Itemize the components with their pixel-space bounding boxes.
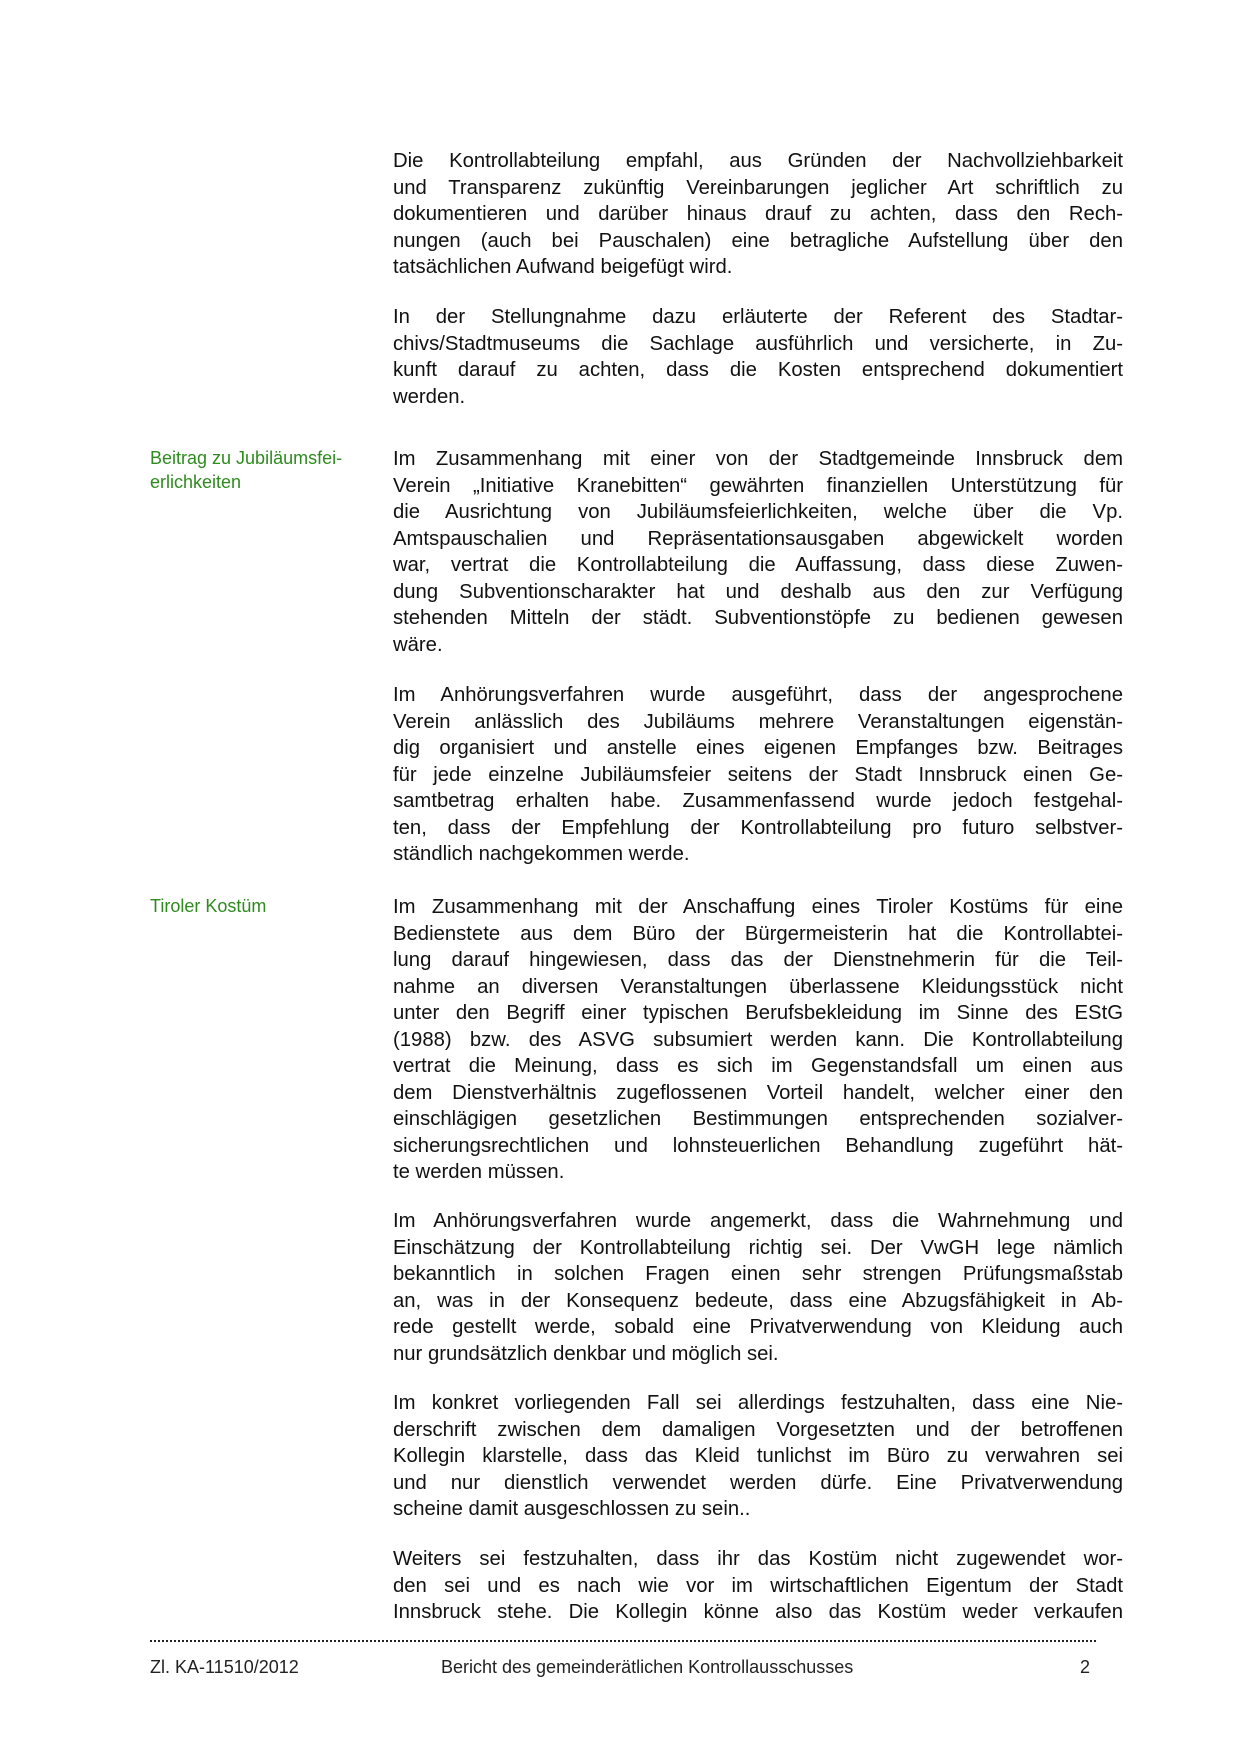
text-line: Im konkret vorliegenden Fall sei allerdings festzuhalten, dass eine Nie- — [393, 1392, 1123, 1414]
text-line: an, was in der Konsequenz bedeute, dass eine Abzugsfähigkeit in Ab- — [393, 1289, 1123, 1312]
text-line: Im Zusammenhang mit der Anschaffung eines Tiroler Kostüms für eine — [393, 896, 1123, 918]
text-line: und Transparenz zukünftig Vereinbarungen jeglicher Art schriftlich zu — [393, 176, 1123, 199]
text-line: den sei und es nach wie vor im wirtschaftlichen Eigentum der Stadt — [393, 1574, 1123, 1597]
text-line: dung Subventionscharakter hat und deshalb aus den zur Verfügung — [393, 580, 1123, 603]
text-line: lung darauf hingewiesen, dass das der Dienstnehmerin für die Teil- — [393, 949, 1123, 971]
text-line: stehenden Mitteln der städt. Subventionstöpfe zu bedienen gewesen — [393, 607, 1123, 629]
paragraph-7 — [393, 1390, 1123, 1523]
text-line: nungen (auch bei Pauschalen) eine betragliche Aufstellung über den — [393, 229, 1123, 252]
text-line: ten, dass der Empfehlung der Kontrollabteilung pro futuro selbstver- — [393, 816, 1123, 839]
text-line: Innsbruck stehe. Die Kollegin könne also das Kostüm weder verkaufen — [393, 1601, 1123, 1623]
footer-page-number: 2 — [1080, 1657, 1091, 1677]
text-line: Im Anhörungsverfahren wurde ausgeführt, dass der angesprochene — [393, 684, 1123, 706]
text-line: Im Zusammenhang mit einer von der Stadtgemeinde Innsbruck dem — [393, 448, 1123, 470]
text-line: Im Anhörungsverfahren wurde angemerkt, dass die Wahrnehmung und — [393, 1210, 1123, 1232]
text-line: dig organisiert und anstelle eines eigenen Empfanges bzw. Beitrages — [393, 737, 1123, 759]
text-line: Weiters sei festzuhalten, dass ihr das Kostüm nicht zugewendet wor- — [393, 1548, 1123, 1570]
text-line: Verein „Initiative Kranebitten“ gewährten finanziellen Unterstützung für — [393, 474, 1123, 497]
text-line: sicherungsrechtlichen und lohnsteuerlichen Behandlung zugeführt hät- — [393, 1134, 1123, 1157]
text-line: die Ausrichtung von Jubiläumsfeierlichkeiten, welche über die Vp. — [393, 501, 1123, 523]
text-line: tatsächlichen Aufwand beigefügt wird. — [393, 256, 733, 278]
text-line: unter den Begriff einer typischen Berufsbekleidung im Sinne des EStG — [393, 1002, 1123, 1024]
text-line: scheine damit ausgeschlossen zu sein.. — [393, 1498, 751, 1520]
text-line: Einschätzung der Kontrollabteilung richtig sei. Der VwGH lege nämlich — [393, 1236, 1123, 1259]
text-line: einschlägigen gesetzlichen Bestimmungen entsprechenden sozialver- — [393, 1108, 1123, 1130]
text-line: bekanntlich in solchen Fragen einen sehr strengen Prüfungsmaßstab — [393, 1263, 1123, 1285]
paragraph-4 — [393, 682, 1123, 868]
paragraph-1 — [393, 148, 1123, 281]
text-line: Amtspauschalien und Repräsentationsausgaben abgewickelt worden — [393, 527, 1123, 550]
margin-note-line: Tiroler Kostüm — [150, 896, 267, 916]
footer-dotted-rule — [150, 1632, 1096, 1642]
text-line: samtbetrag erhalten habe. Zusammenfassend wurde jedoch festgehal- — [393, 790, 1123, 812]
text-line: ständlich nachgekommen werde. — [393, 843, 690, 865]
text-line: Die Kontrollabteilung empfahl, aus Gründen der Nachvollziehbarkeit — [393, 150, 1123, 172]
text-line: In der Stellungnahme dazu erläuterte der Referent des Stadtar- — [393, 306, 1123, 328]
text-line: Kollegin klarstelle, dass das Kleid tunlichst im Büro zu verwahren sei — [393, 1445, 1123, 1467]
paragraph-6 — [393, 1208, 1123, 1367]
text-line: werden. — [393, 385, 466, 408]
text-line: chivs/Stadtmuseums die Sachlage ausführlich und versicherte, in Zu- — [393, 332, 1123, 355]
paragraph-5 — [393, 894, 1123, 1186]
text-line: nahme an diversen Veranstaltungen überlassene Kleidungsstück nicht — [393, 975, 1123, 998]
text-line: wäre. — [393, 633, 443, 656]
margin-note-line: erlichkeiten — [150, 472, 242, 492]
text-line: dem Dienstverhältnis zugeflossenen Vorteil handelt, welcher einer den — [393, 1081, 1123, 1104]
margin-note-line: Beitrag zu Jubiläumsfei- — [150, 448, 343, 468]
footer-reference: Zl. KA-11510/2012 — [150, 1657, 299, 1677]
paragraph-3 — [393, 446, 1123, 658]
text-line: vertrat die Meinung, dass es sich im Gegenstandsfall um einen aus — [393, 1055, 1123, 1077]
text-line: und nur dienstlich verwendet werden dürfe. Eine Privatverwendung — [393, 1471, 1123, 1494]
margin-note-jubilaeum — [150, 446, 380, 494]
paragraph-2 — [393, 304, 1123, 410]
text-line: für jede einzelne Jubiläumsfeier seitens der Stadt Innsbruck einen Ge- — [393, 763, 1123, 786]
text-line: rede gestellt werde, sobald eine Privatverwendung von Kleidung auch — [393, 1316, 1123, 1338]
text-line: war, vertrat die Kontrollabteilung die Auffassung, dass diese Zuwen- — [393, 554, 1123, 576]
text-line: te werden müssen. — [393, 1161, 565, 1183]
text-line: nur grundsätzlich denkbar und möglich sei. — [393, 1342, 779, 1365]
text-line: derschrift zwischen dem damaligen Vorgesetzten und der betroffenen — [393, 1418, 1123, 1441]
text-line: dokumentieren und darüber hinaus drauf zu achten, dass den Rech- — [393, 203, 1123, 225]
text-line: kunft darauf zu achten, dass die Kosten entsprechend dokumentiert — [393, 359, 1123, 381]
paragraph-8 — [393, 1546, 1123, 1626]
footer-title: Bericht des gemeinderätlichen Kontrollausschusses — [441, 1657, 854, 1677]
margin-note-tiroler-kostuem — [150, 894, 380, 918]
text-line: (1988) bzw. des ASVG subsumiert werden kann. Die Kontrollabteilung — [393, 1028, 1123, 1051]
text-line: Bedienstete aus dem Büro der Bürgermeisterin hat die Kontrollabtei- — [393, 922, 1123, 945]
text-line: Verein anlässlich des Jubiläums mehrere Veranstaltungen eigenstän- — [393, 710, 1123, 733]
